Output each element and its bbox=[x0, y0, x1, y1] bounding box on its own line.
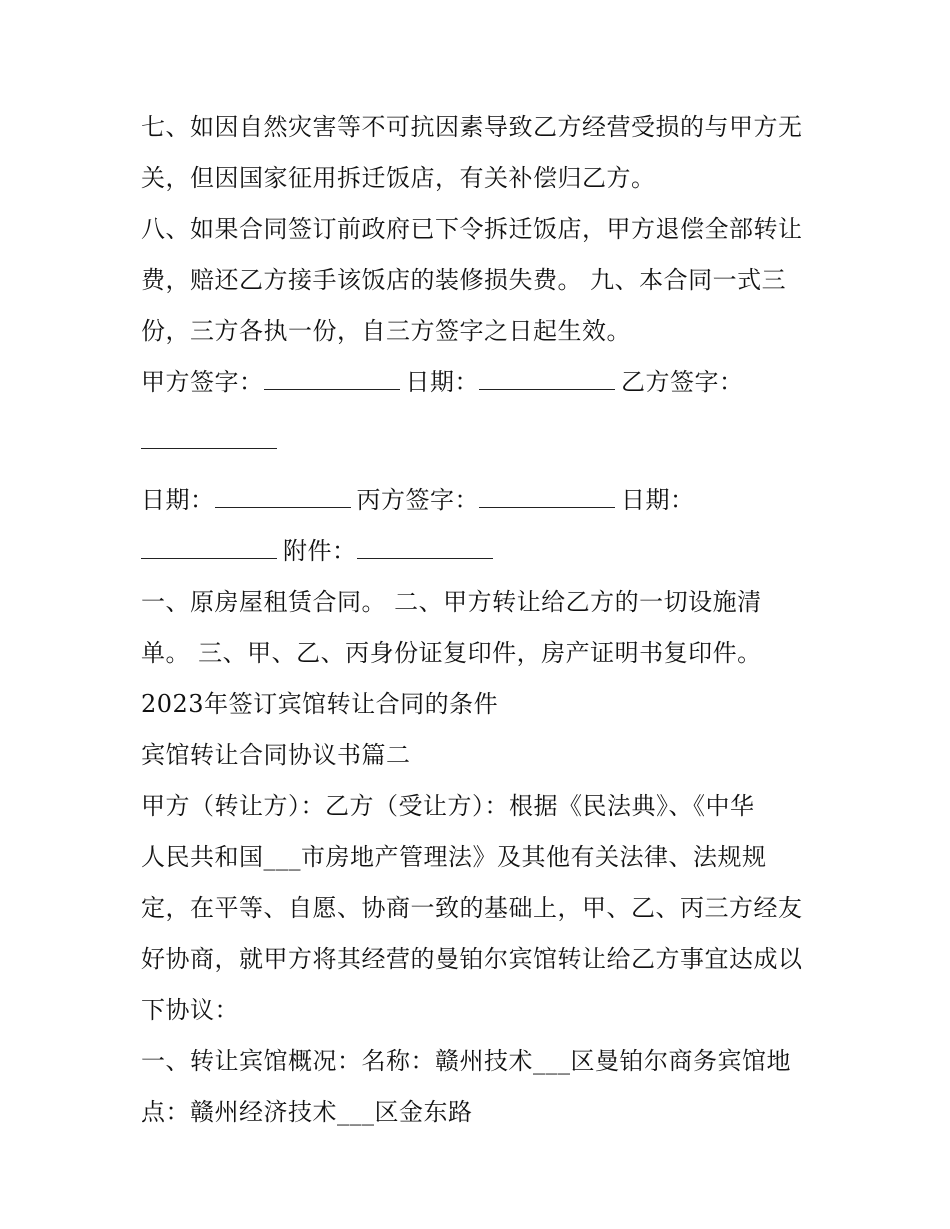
section-heading-part-two: 宾馆转让合同协议书篇二 bbox=[141, 741, 411, 769]
date-2-label: 日期： bbox=[141, 486, 215, 514]
clause-8-line-1: 八、如果合同签订前政府已下令拆迁饭店，甲方退偿全部转让 bbox=[141, 215, 803, 243]
party-b-sign-blank bbox=[141, 447, 277, 449]
clause-8-line-2: 费，赔还乙方接手该饭店的装修损失费。 九、本合同一式三 bbox=[141, 266, 787, 294]
clause-7-line-1: 七、如因自然灾害等不可抗因素导致乙方经营受损的与甲方无 bbox=[141, 113, 803, 141]
attachments-line-1: 一、原房屋租赁合同。 二、甲方转让给乙方的一切设施清 bbox=[141, 588, 762, 616]
clause-8-line-3: 份，三方各执一份，自三方签字之日起生效。 bbox=[141, 317, 631, 345]
date-3-blank bbox=[141, 557, 277, 559]
attachments-line-2: 单。 三、甲、乙、丙身份证复印件，房产证明书复印件。 bbox=[141, 639, 762, 667]
party-b-sign-label: 乙方签字： bbox=[621, 368, 744, 396]
date-3-label: 日期： bbox=[621, 486, 695, 514]
party-a-sign-label: 甲方签字： bbox=[141, 368, 264, 396]
party-c-sign-blank bbox=[479, 506, 615, 508]
intro-line-1: 甲方（转让方）：乙方（受让方）：根据《民法典》、《中华 bbox=[141, 792, 755, 820]
date-1-label: 日期： bbox=[405, 368, 479, 396]
document-body bbox=[141, 102, 821, 1138]
attachment-blank bbox=[357, 557, 493, 559]
signature-line-1 bbox=[141, 357, 821, 408]
signature-line-4 bbox=[141, 526, 821, 577]
clause-7-line-2: 关，但因国家征用拆迁饭店，有关补偿归乙方。 bbox=[141, 164, 656, 192]
intro-line-4: 好协商，就甲方将其经营的曼铂尔宾馆转让给乙方事宜达成以 bbox=[141, 945, 803, 973]
signature-line-3 bbox=[141, 475, 821, 526]
signature-line-2 bbox=[141, 416, 821, 467]
intro-line-3: 定，在平等、自愿、协商一致的基础上，甲、乙、丙三方经友 bbox=[141, 894, 803, 922]
section-1-line-2: 点：赣州经济技术___区金东路 bbox=[141, 1098, 473, 1126]
section-heading-conditions: 2023年签订宾馆转让合同的条件 bbox=[141, 690, 499, 718]
intro-line-2: 人民共和国___市房地产管理法》及其他有关法律、法规规 bbox=[141, 843, 767, 871]
date-2-blank bbox=[215, 506, 351, 508]
date-1-blank bbox=[479, 388, 615, 390]
attachment-label: 附件： bbox=[283, 537, 357, 565]
party-c-sign-label: 丙方签字： bbox=[356, 486, 479, 514]
section-1-line-1: 一、转让宾馆概况：名称：赣州技术___区曼铂尔商务宾馆地 bbox=[141, 1047, 791, 1075]
party-a-sign-blank bbox=[264, 388, 400, 390]
intro-line-5: 下协议： bbox=[141, 996, 239, 1024]
